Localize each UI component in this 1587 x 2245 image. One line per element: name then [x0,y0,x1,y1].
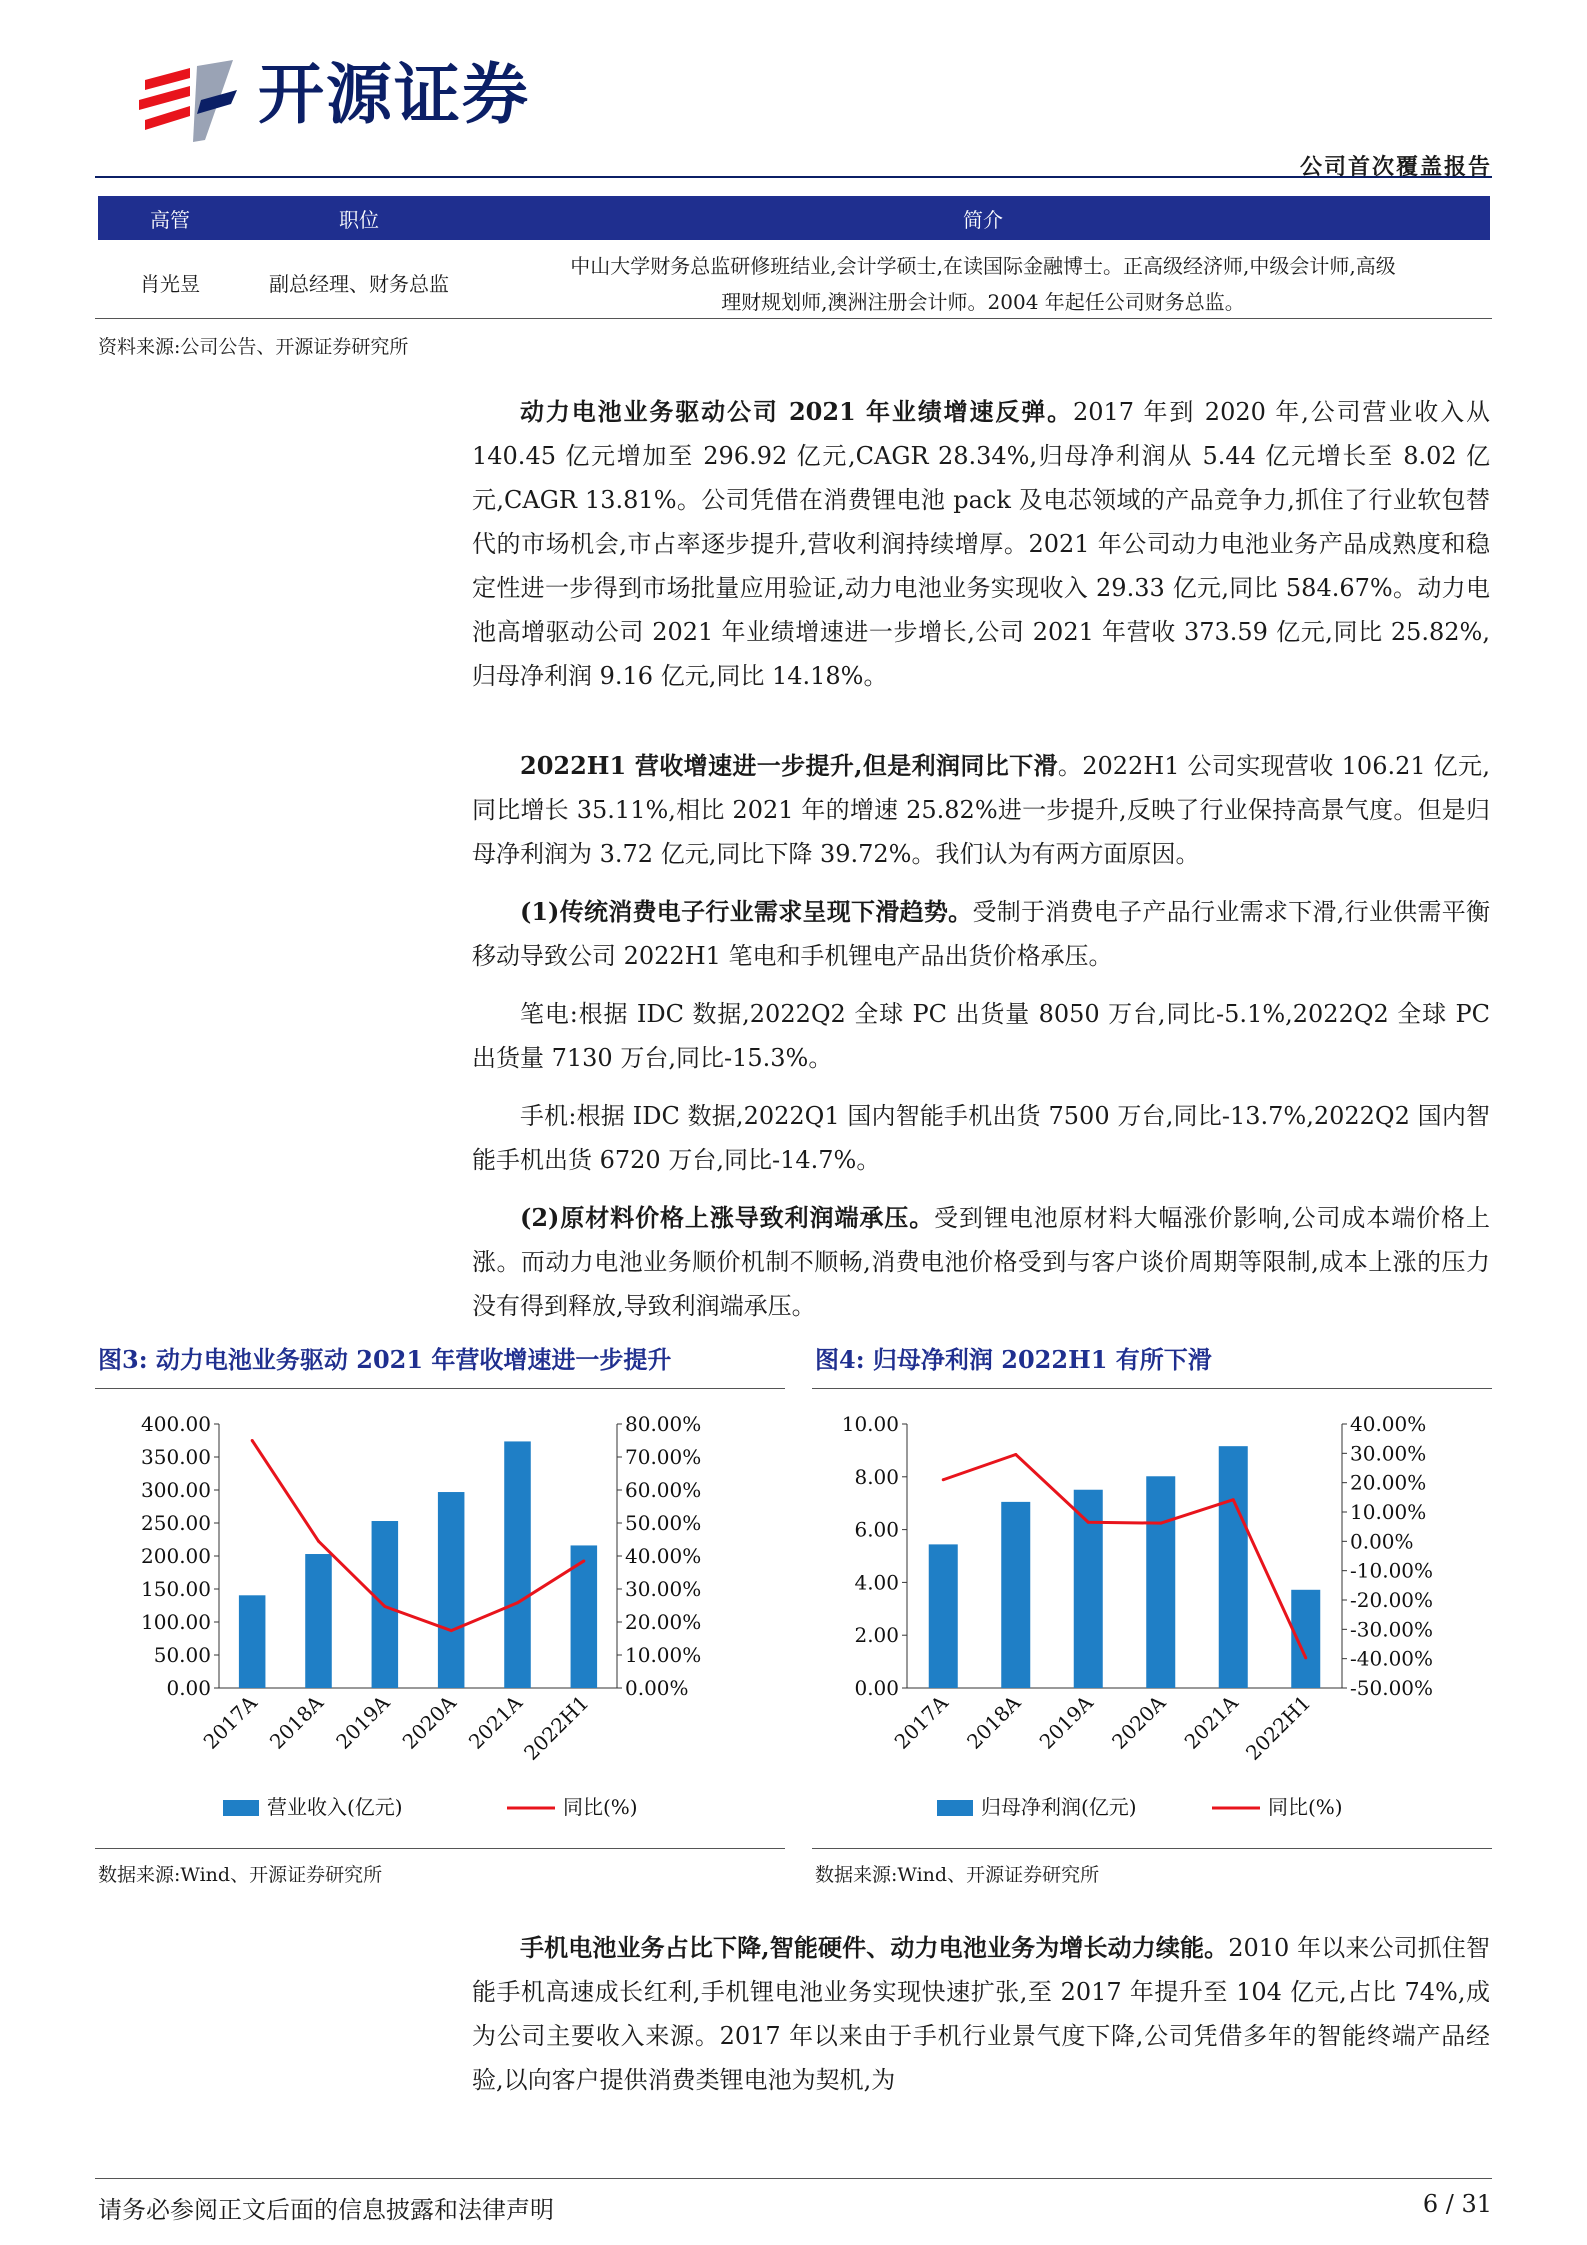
body-paragraph [472,744,1490,876]
paragraph-text: 2017 年到 2020 年,公司营业收入从 140.45 亿元增加至 296.92 亿元,CAGR 28.34%,归母净利润从 5.44 亿元增长至 8.02 亿元,CAGR 13.81%。公司凭借在消费锂电池 pack 及电芯领域的产品竞争力,抓住了行业软包替代的市场机会,市占率逐步提升,营收利润持续增厚。2021 年公司动力电池业务产品成熟度和稳定性进一步得到市场批量应用验证,动力电池业务实现收入 29.33 亿元,同比 584.67%。动力电池高增驱动公司 2021 年业绩增速进一步增长,公司 2021 年营收 373.59 亿元,同比 25.82%,归母净利润 9.16 亿元,同比 14.18%。 [472,398,1490,690]
bar [1001,1502,1030,1688]
figure-3-divider [95,1388,785,1389]
x-tick-label: 2018A [962,1690,1026,1754]
y-tick-label: 150.00 [141,1577,211,1601]
paragraph-text: 。2022H1 公司实现营收 106.21 亿元,同比增长 35.11%,相比 2021 年的增速 25.82%进一步提升,反映了行业保持高景气度。但是归母净利润为 3.72 亿元,同比下降 39.72%。我们认为有两方面原因。 [472,752,1490,868]
paragraph-lead: 2022H1 营收增速进一步提升,但是利润同比下滑 [520,751,1058,780]
bar [504,1441,531,1688]
line-point [251,1439,254,1442]
x-tick-label: 2017A [198,1690,262,1754]
y2-tick-label: -20.00% [1350,1588,1434,1612]
figure-4-title: 图4: 归母净利润 2022H1 有所下滑 [815,1345,1212,1374]
y2-tick-label: -40.00% [1350,1646,1434,1671]
y-tick-label: 4.00 [854,1570,899,1595]
y2-tick-label: 10.00% [1350,1500,1427,1524]
table-source-note: 资料来源:公司公告、开源证券研究所 [98,336,409,358]
footer-divider [95,2178,1492,2179]
figure-4-bottom-divider [812,1848,1492,1849]
figure-3-title: 图3: 动力电池业务驱动 2021 年营收增速进一步提升 [98,1345,672,1374]
x-tick-label: 2020A [1107,1690,1171,1754]
y-tick-label: 100.00 [141,1610,211,1634]
body-paragraph [472,1926,1490,2102]
figure-4-source: 数据来源:Wind、开源证券研究所 [815,1864,1100,1886]
executive-bio-line: 中山大学财务总监研修班结业,会计学硕士,在读国际金融博士。正高级经济师,中级会计师,高级 [570,254,1396,278]
table-row [98,240,1490,328]
page-number: 6 / 31 [1422,2190,1492,2218]
x-tick-label: 2019A [331,1690,395,1754]
legend-line-label: 同比(%) [563,1795,638,1819]
line-point [383,1605,386,1608]
y-tick-label: 350.00 [141,1445,211,1469]
y2-tick-label: 30.00% [625,1577,702,1601]
body-paragraph [472,1196,1490,1328]
line-point [516,1601,519,1604]
x-tick-label: 2018A [264,1690,329,1754]
y-tick-label: 0.00 [166,1676,211,1700]
y2-tick-label: 0.00% [625,1676,689,1700]
paragraph-lead: (2)原材料价格上涨导致利润端承压。 [520,1203,935,1232]
x-tick-label: 2021A [1179,1690,1243,1754]
y-tick-label: 50.00 [153,1643,211,1667]
y-tick-label: 300.00 [141,1478,211,1502]
figure-4-divider [812,1388,1492,1389]
executive-position: 副总经理、财务总监 [269,272,449,296]
y2-tick-label: 10.00% [625,1643,702,1667]
bar [1146,1476,1175,1688]
body-paragraph [472,890,1490,978]
executive-table [98,196,1490,328]
line-point [317,1540,320,1543]
legend-line-label: 同比(%) [1268,1795,1343,1819]
bar [1074,1490,1103,1688]
y2-tick-label: 20.00% [625,1610,702,1634]
table-divider [95,318,1492,319]
paragraph-lead: (1)传统消费电子行业需求呈现下滑趋势。 [520,897,973,926]
x-tick-label: 2019A [1034,1690,1098,1754]
y2-tick-label: 40.00% [1350,1412,1427,1436]
y-tick-label: 0.00 [854,1676,899,1700]
x-tick-label: 2022H1 [519,1690,594,1765]
report-type-label: 公司首次覆盖报告 [1299,154,1492,180]
y2-tick-label: 80.00% [625,1412,702,1436]
y-tick-label: 10.00 [841,1412,899,1436]
y2-tick-label: 20.00% [1350,1470,1427,1495]
figure-3-bottom-divider [95,1848,785,1849]
revenue-chart [95,1395,785,1845]
y2-tick-label: 50.00% [625,1511,702,1535]
company-logo-icon [135,60,245,146]
y-tick-label: 400.00 [141,1412,211,1436]
x-tick-label: 2017A [889,1690,953,1754]
line-point [1014,1453,1017,1456]
net-profit-chart [812,1395,1492,1845]
bar [305,1554,332,1688]
table-header-cell: 高管 [98,196,242,240]
bar [1219,1446,1248,1688]
executive-bio-line: 理财规划师,澳洲注册会计师。2004 年起任公司财务总监。 [721,290,1245,314]
legend-bar-swatch [223,1800,259,1816]
y-tick-label: 250.00 [141,1511,211,1535]
y-tick-label: 2.00 [854,1623,899,1648]
y2-tick-label: -30.00% [1350,1617,1434,1642]
y-tick-label: 8.00 [854,1464,899,1489]
bar [438,1492,465,1688]
line-point [1232,1498,1235,1501]
y2-tick-label: -50.00% [1350,1676,1434,1700]
legend-bar-swatch [937,1800,973,1816]
footer-disclaimer: 请务必参阅正文后面的信息披露和法律声明 [98,2196,554,2224]
x-tick-label: 2022H1 [1240,1690,1316,1765]
paragraph-text: 受到锂电池原材料大幅涨价影响,公司成本端价格上涨。而动力电池业务顺价机制不顺畅,消费电池价格受到与客户谈价周期等限制,成本上涨的压力没有得到释放,导致利润端承压。 [472,1204,1490,1320]
y2-tick-label: 70.00% [625,1445,702,1469]
x-tick-label: 2020A [397,1690,461,1754]
paragraph-text: 受制于消费电子产品行业需求下滑,行业供需平衡移动导致公司 2022H1 笔电和手机锂电产品出货价格承压。 [472,898,1490,970]
growth-line [943,1455,1306,1658]
body-paragraph: 手机:根据 IDC 数据,2022Q1 国内智能手机出货 7500 万台,同比-13.7%,2022Q2 国内智能手机出货 6720 万台,同比-14.7%。 [472,1102,1490,1174]
legend-bar-label: 归母净利润(亿元) [981,1795,1137,1819]
line-point [1159,1522,1162,1525]
growth-line [252,1441,584,1631]
table-header-row [98,196,1490,240]
paragraph-lead: 动力电池业务驱动公司 2021 年业绩增速反弹。 [520,397,1073,426]
executive-name: 肖光昱 [140,272,200,296]
line-point [582,1559,585,1562]
y2-tick-label: 0.00% [1350,1529,1414,1554]
line-point [1304,1656,1307,1659]
body-paragraph [472,390,1490,698]
table-header-cell: 职位 [242,196,476,240]
executive-bio [476,240,1490,328]
paragraph-lead: 手机电池业务占比下降,智能硬件、动力电池业务为增长动力续能。 [520,1933,1229,1962]
x-tick-label: 2021A [463,1690,528,1754]
line-point [942,1478,945,1481]
figure-3-source: 数据来源:Wind、开源证券研究所 [98,1864,383,1886]
header-divider [95,176,1492,178]
line-point [450,1629,453,1632]
bar [929,1544,958,1688]
y2-tick-label: -10.00% [1350,1558,1434,1583]
line-point [1087,1521,1090,1524]
y-tick-label: 6.00 [854,1517,899,1542]
company-logo-text: 开源证券 [258,56,530,133]
y-tick-label: 200.00 [141,1544,211,1568]
body-paragraph: 笔电:根据 IDC 数据,2022Q2 全球 PC 出货量 8050 万台,同比-5.1%,2022Q2 全球 PC 出货量 7130 万台,同比-15.3%。 [472,1000,1490,1072]
table-header-cell: 简介 [476,196,1490,240]
y2-tick-label: 60.00% [625,1478,702,1502]
paragraph-text: 2010 年以来公司抓住智能手机高速成长红利,手机锂电池业务实现快速扩张,至 2017 年提升至 104 亿元,占比 74%,成为公司主要收入来源。2017 年以来由于手机行业景气度下降,公司凭借多年的智能终端产品经验,以向客户提供消费类锂电池为契机,为 [472,1934,1490,2094]
bar [239,1595,266,1688]
legend-bar-label: 营业收入(亿元) [267,1795,403,1819]
y2-tick-label: 40.00% [625,1544,702,1568]
y2-tick-label: 30.00% [1350,1441,1427,1466]
